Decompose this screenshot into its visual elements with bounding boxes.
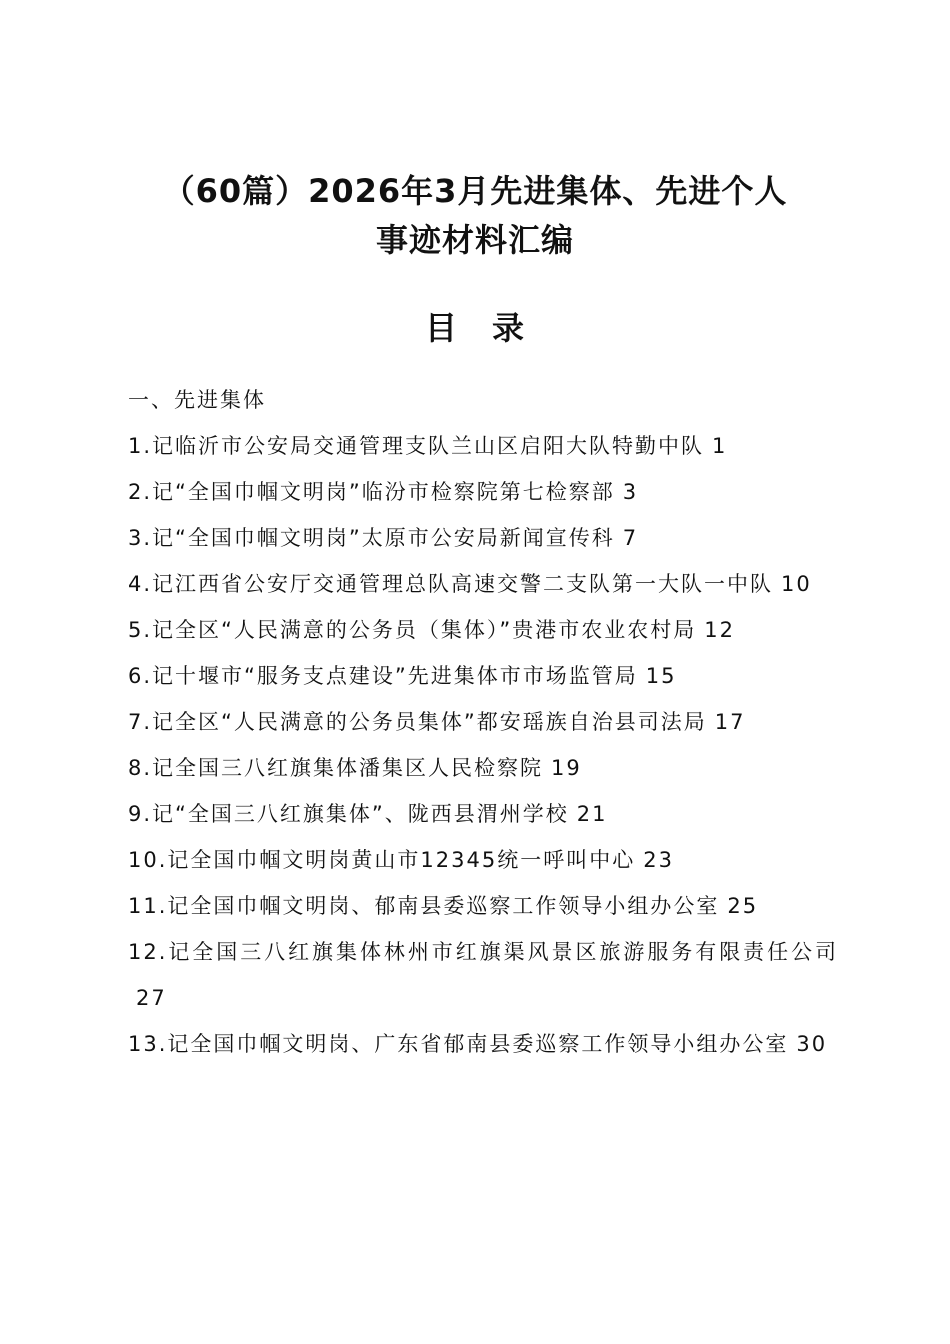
toc-entry-text: 7.记全区“人民满意的公务员集体”都安瑶族自治县司法局: [128, 710, 707, 734]
toc-entry[interactable]: [128, 423, 838, 469]
toc-entry-page: 3: [622, 480, 639, 504]
toc-entry-text: 9.记“全国三八红旗集体”、陇西县渭州学校: [128, 802, 569, 826]
toc-entry-text: 3.记“全国巾帼文明岗”太原市公安局新闻宣传科: [128, 526, 615, 550]
toc-entry-page: 30: [796, 1032, 828, 1056]
toc-entry-text: 10.记全国巾帼文明岗黄山市12345统一呼叫中心: [128, 848, 636, 872]
toc-heading: [0, 306, 950, 350]
toc-entry-text: 8.记全国三八红旗集体潘集区人民检察院: [128, 756, 544, 780]
toc-entry-page: 1: [712, 434, 728, 458]
toc-heading-right: 录: [492, 309, 526, 347]
toc-entry-text: 5.记全区“人民满意的公务员（集体）”贵港市农业农村局: [128, 618, 697, 642]
toc-entry[interactable]: [128, 561, 838, 607]
toc-entry[interactable]: [128, 929, 838, 1021]
toc-entry[interactable]: [128, 745, 838, 791]
toc-entry-text: 4.记江西省公安厅交通管理总队高速交警二支队第一大队一中队: [128, 572, 774, 596]
document-title-line-2: 事迹材料汇编: [375, 221, 574, 259]
toc-entry[interactable]: [128, 607, 838, 653]
toc-entry-page: 15: [645, 664, 677, 688]
table-of-contents: [128, 377, 838, 1067]
toc-entry[interactable]: [128, 515, 838, 561]
toc-entry[interactable]: [128, 883, 838, 929]
toc-entry-text: 2.记“全国巾帼文明岗”临汾市检察院第七检察部: [128, 480, 615, 504]
toc-entry-page: 7: [622, 526, 639, 550]
toc-entry[interactable]: [128, 653, 838, 699]
toc-entry-page: 17: [714, 710, 746, 734]
toc-entry-page: 10: [781, 572, 812, 596]
toc-entry[interactable]: [128, 837, 838, 883]
toc-entry[interactable]: [128, 791, 838, 837]
toc-entry-text: 1.记临沂市公安局交通管理支队兰山区启阳大队特勤中队: [128, 434, 705, 458]
toc-entry-page: 19: [551, 756, 582, 780]
toc-entry-page: 21: [576, 802, 608, 826]
toc-entry-page: 25: [727, 894, 759, 918]
toc-heading-left: 目: [424, 309, 458, 347]
toc-entry-page: 12: [704, 618, 736, 642]
toc-entry-page: 27: [136, 986, 167, 1010]
toc-entry-text: 12.记全国三八红旗集体林州市红旗渠风景区旅游服务有限责任公司: [128, 940, 838, 964]
toc-entry[interactable]: [128, 469, 838, 515]
toc-entry[interactable]: [128, 1021, 838, 1067]
document-title-line-1: （60篇）2026年3月先进集体、先进个人: [162, 172, 788, 210]
toc-entry[interactable]: [128, 699, 838, 745]
toc-entry-text: 6.记十堰市“服务支点建设”先进集体市市场监管局: [128, 664, 638, 688]
toc-entry-page: 23: [643, 848, 674, 872]
toc-section-title: 一、先进集体: [128, 388, 266, 412]
toc-entry-text: 11.记全国巾帼文明岗、郁南县委巡察工作领导小组办公室: [128, 894, 720, 918]
toc-entry-text: 13.记全国巾帼文明岗、广东省郁南县委巡察工作领导小组办公室: [128, 1032, 789, 1056]
